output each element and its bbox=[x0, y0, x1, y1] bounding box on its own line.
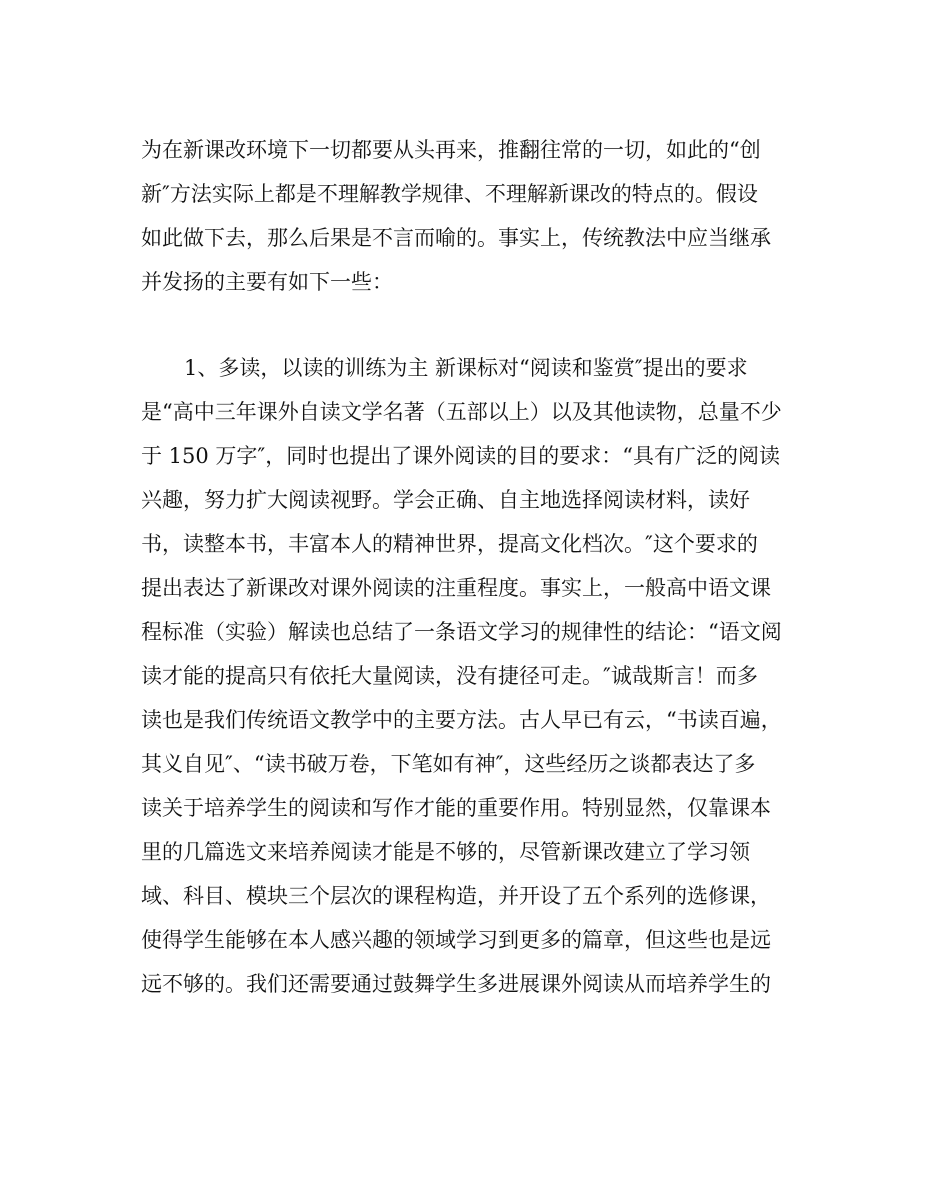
paragraph-line: 为在新课改环境下一切都要从头再来，推翻往常的一切，如此的“创 bbox=[141, 138, 761, 162]
paragraph-line: 远不够的。我们还需要通过鼓舞学生多进展课外阅读从而培养学生的 bbox=[141, 972, 771, 996]
paragraph-line: 1、多读，以读的训练为主 新课标对“阅读和鉴赏″提出的要求 bbox=[184, 356, 748, 380]
paragraph-line: 于 150 万字″，同时也提出了课外阅读的目的要求：“具有广泛的阅读 bbox=[141, 444, 781, 468]
paragraph-line: 并发扬的主要有如下一些： bbox=[141, 270, 393, 294]
paragraph-line: 读才能的提高只有依托大量阅读，没有捷径可走。″诚哉斯言！而多 bbox=[141, 664, 758, 688]
paragraph-line: 如此做下去，那么后果是不言而喻的。事实上，传统教法中应当继承 bbox=[141, 226, 771, 250]
paragraph-line: 读也是我们传统语文教学中的主要方法。古人早已有云，“书读百遍， bbox=[141, 708, 782, 732]
paragraph-line: 使得学生能够在本人感兴趣的领域学习到更多的篇章，但这些也是远 bbox=[141, 928, 771, 952]
paragraph-line: 读关于培养学生的阅读和写作才能的重要作用。特别显然，仅靠课本 bbox=[141, 796, 771, 820]
paragraph-line: 其义自见″、“读书破万卷，下笔如有神″，这些经历之谈都表达了多 bbox=[141, 752, 756, 776]
paragraph-line: 程标准（实验）解读也总结了一条语文学习的规律性的结论：“语文阅 bbox=[141, 620, 782, 644]
paragraph-line: 是“高中三年课外自读文学名著（五部以上）以及其他读物，总量不少 bbox=[141, 400, 782, 424]
paragraph-line: 域、科目、模块三个层次的课程构造，并开设了五个系列的选修课， bbox=[141, 884, 771, 908]
paragraph-line: 兴趣，努力扩大阅读视野。学会正确、自主地选择阅读材料，读好 bbox=[141, 488, 750, 512]
paragraph-line: 新″方法实际上都是不理解教学规律、不理解新课改的特点的。假设 bbox=[141, 182, 758, 206]
paragraph-line: 提出表达了新课改对课外阅读的注重程度。事实上，一般高中语文课 bbox=[141, 576, 771, 600]
paragraph-line: 书，读整本书，丰富本人的精神世界，提高文化档次。″这个要求的 bbox=[141, 532, 758, 556]
paragraph-line: 里的几篇选文来培养阅读才能是不够的，尽管新课改建立了学习领 bbox=[141, 840, 750, 864]
